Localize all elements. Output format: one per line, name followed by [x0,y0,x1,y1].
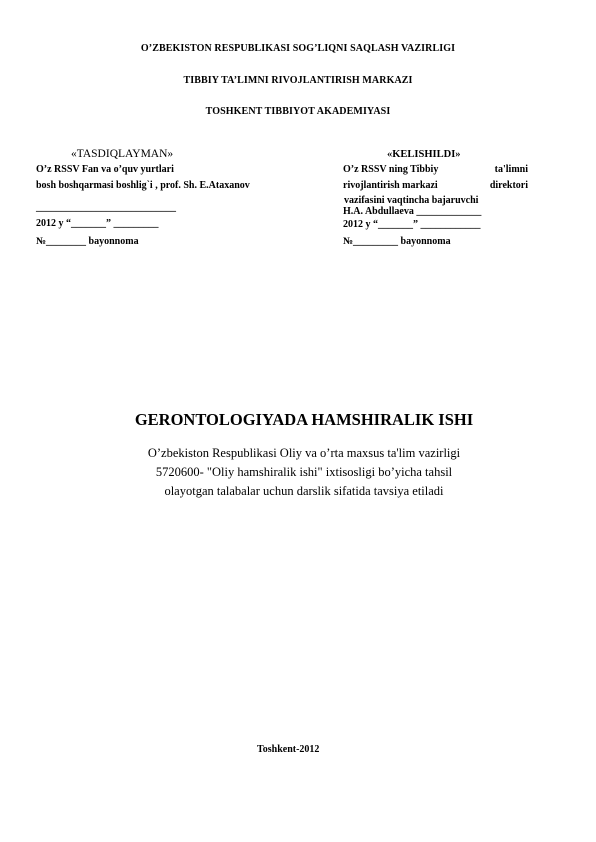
approve-line-2: bosh boshqarmasi boshlig`i , prof. Sh. E.Ataxanov [36,180,250,191]
approve-signature-line: ____________________________ [36,202,176,213]
agree-line-1 [343,164,528,175]
place-year: Toshkent-2012 [257,744,320,755]
agree-date-line: 2012 y “_______” ____________ [343,219,481,230]
academy-name: TOSHKENT TIBBIYOT AKADEMIYASI [205,106,391,117]
agree-line-1-right: ta'limni [494,164,528,175]
agree-line-2 [343,180,528,191]
agree-line-4: H.A. Abdullaeva _____________ [343,206,482,217]
recommendation-line-3: olayotgan talabalar uchun darslik sifatida tavsiya etiladi [164,484,444,498]
agree-title: «KELISHILDI» [387,149,461,160]
agree-protocol-line: №_________ bayonnoma [343,236,451,247]
approve-protocol-line: №________ bayonnoma [36,236,139,247]
approve-date-line: 2012 y “_______” _________ [36,218,159,229]
approve-line-1: O’z RSSV Fan va o’quv yurtlari [36,164,174,175]
agree-line-3: vazifasini vaqtincha bajaruvchi [344,195,479,206]
recommendation-line-2: 5720600- "Oliy hamshiralik ishi" ixtisosligi bo’yicha tahsil [155,465,453,479]
recommendation-line-1: O’zbekiston Respublikasi Oliy va o’rta maxsus ta'lim vazirligi [147,446,461,460]
document-title: GERONTOLOGIYADA HAMSHIRALIK ISHI [134,410,474,429]
agree-line-1-left: O’z RSSV ning Tibbiy [343,164,439,175]
approve-title: «TASDIQLAYMAN» [71,148,174,160]
agree-line-2-right: direktori [489,180,528,191]
ministry-name: O’ZBEKISTON RESPUBLIKASI SOG’LIQNI SAQLASH VAZIRLIGI [140,43,456,54]
center-name: TIBBIY TA’LIMNI RIVOJLANTIRISH MARKAZI [183,75,413,86]
agree-line-2-left: rivojlantirish markazi [343,180,438,191]
